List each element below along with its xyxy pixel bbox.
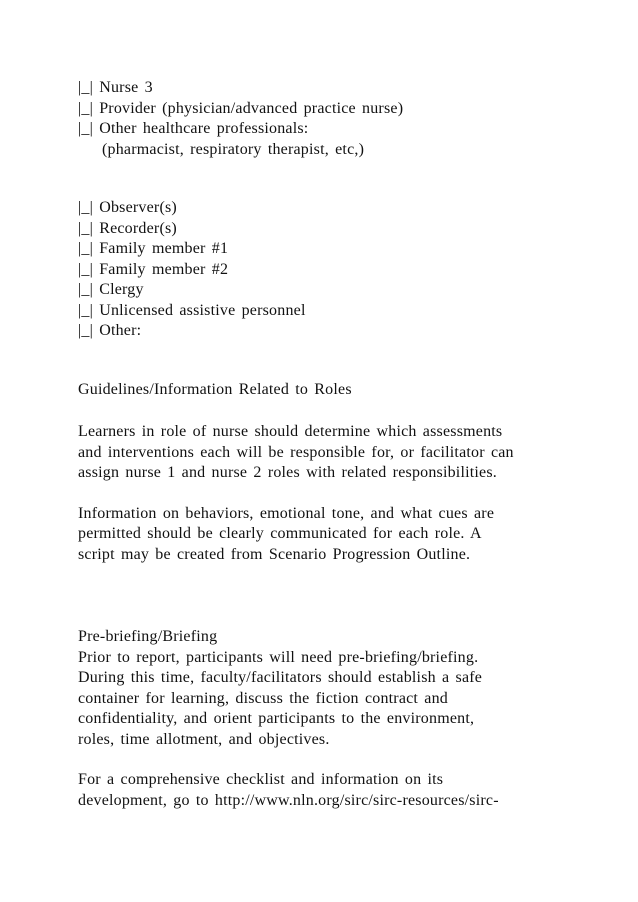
paragraph-line: confidentiality, and orient participants to the environment,	[78, 710, 475, 727]
paragraph-line: assign nurse 1 and nurse 2 roles with related responsibilities.	[78, 464, 497, 481]
paragraph-line: development, go to http://www.nln.org/sirc/sirc-resources/sirc-	[78, 791, 499, 809]
guidelines-paragraph-1	[78, 422, 618, 484]
guidelines-paragraph-2	[78, 504, 618, 566]
paragraph-line: Information on behaviors, emotional tone, and what cues are	[78, 504, 495, 522]
paragraph-line: During this time, faculty/facilitators should establish a safe	[78, 669, 483, 686]
paragraph-line: For a comprehensive checklist and information on its	[78, 771, 444, 788]
paragraph-line: Prior to report, participants will need pre-briefing/briefing.	[78, 648, 479, 666]
role-checkbox-item: |_| Family member #1	[78, 240, 229, 257]
paragraph-line: permitted should be clearly communicated for each role. A	[78, 525, 482, 542]
prebriefing-heading: Pre-briefing/Briefing	[78, 628, 218, 645]
prebriefing-paragraph-1	[78, 648, 618, 751]
role-checkbox-item: |_| Recorder(s)	[78, 219, 177, 237]
roles-list-primary	[78, 78, 618, 160]
role-checkbox-item: |_| Observer(s)	[78, 199, 177, 216]
document-page	[78, 78, 618, 811]
paragraph-line: container for learning, discuss the fiction contract and	[78, 689, 448, 707]
role-checkbox-item: |_| Provider (physician/advanced practice nurse)	[78, 99, 404, 117]
guidelines-heading: Guidelines/Information Related to Roles	[78, 380, 352, 398]
role-checkbox-item: |_| Unlicensed assistive personnel	[78, 301, 306, 319]
role-checkbox-item: |_| Family member #2	[78, 260, 229, 278]
role-checkbox-item: |_| Nurse 3	[78, 79, 153, 96]
paragraph-line: Learners in role of nurse should determine which assessments	[78, 423, 503, 440]
role-subnote: (pharmacist, respiratory therapist, etc,)	[102, 140, 365, 158]
paragraph-line: and interventions each will be responsible for, or facilitator can	[78, 443, 514, 461]
role-checkbox-item: |_| Other healthcare professionals:	[78, 120, 309, 137]
role-checkbox-item: |_| Clergy	[78, 281, 144, 298]
paragraph-line: roles, time allotment, and objectives.	[78, 730, 330, 748]
role-checkbox-item: |_| Other:	[78, 322, 142, 339]
roles-list-secondary	[78, 198, 618, 342]
prebriefing-paragraph-2	[78, 770, 618, 811]
paragraph-line: script may be created from Scenario Progression Outline.	[78, 545, 471, 563]
